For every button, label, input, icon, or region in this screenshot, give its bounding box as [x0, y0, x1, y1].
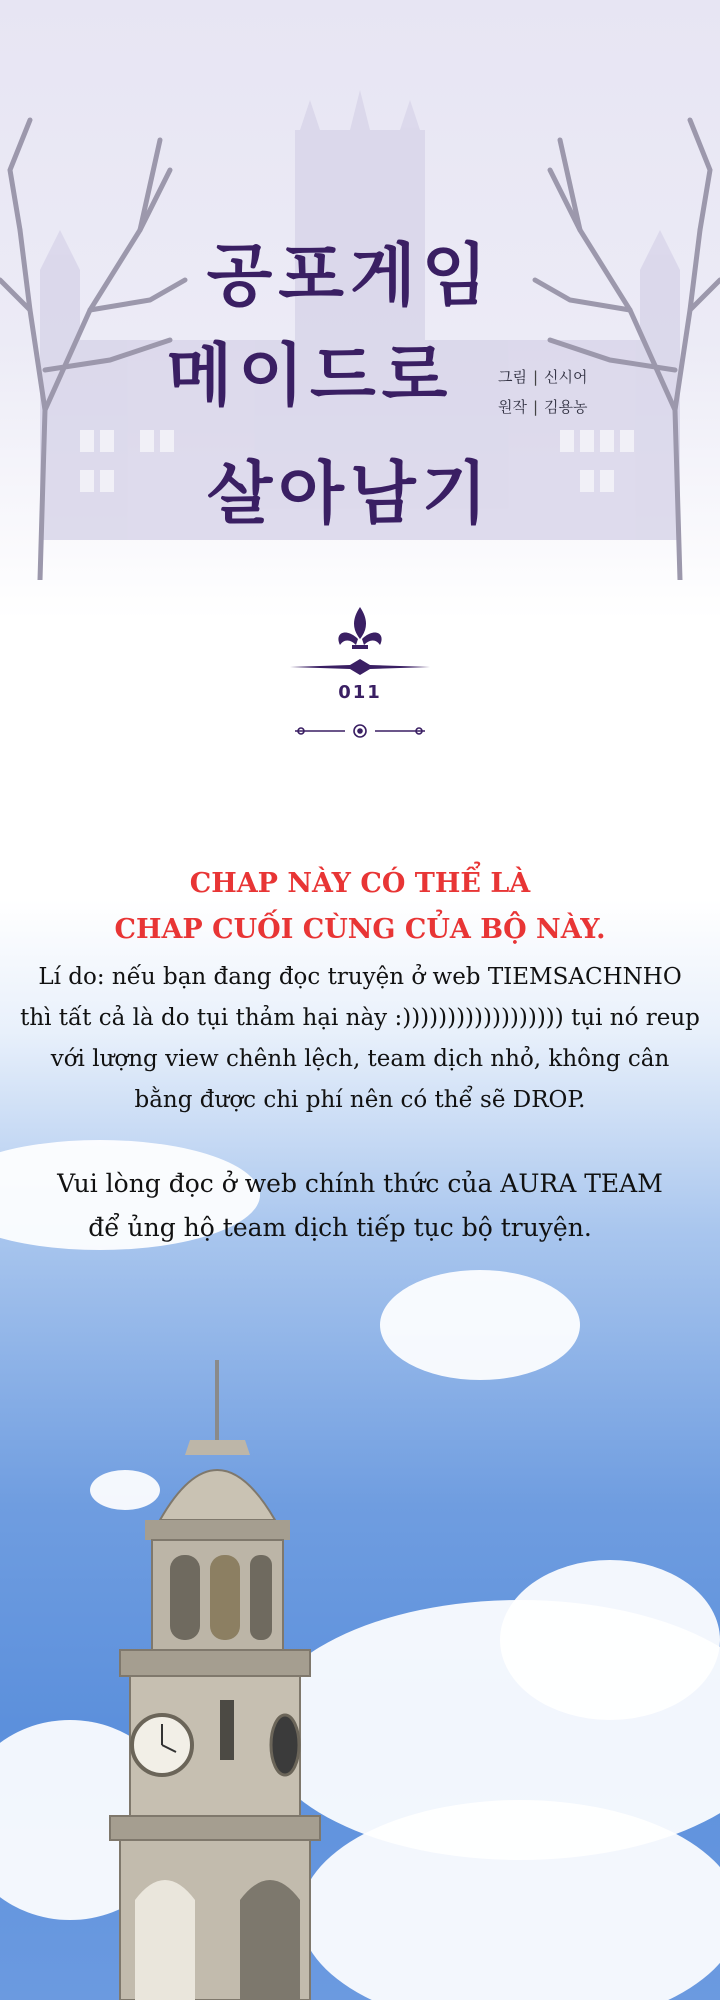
notice-body-line: Lí do: nếu bạn đang đọc truyện ở web TIEMSACHNHO	[38, 964, 682, 990]
credit-separator: |	[532, 368, 539, 386]
title-line-2: 메이드로	[166, 336, 454, 416]
clock-tower	[90, 1360, 330, 2000]
notice-body-line: thì tất cả là do tụi thảm hại này :)))))))))))))))))) tụi nó reup	[20, 1005, 700, 1031]
credit-art-label: 그림	[498, 368, 527, 386]
credit-separator: |	[532, 398, 539, 416]
notice-body	[20, 957, 700, 1121]
credit-art-name: 신시어	[544, 368, 588, 386]
cloud	[500, 1560, 720, 1720]
fleur-de-lis-icon	[290, 605, 430, 675]
chapter-number: 011	[338, 682, 382, 703]
notice-headline-2: CHAP CUỐI CÙNG CỦA BỘ NÀY.	[114, 914, 606, 945]
title-line-1: 공포게임	[206, 236, 494, 316]
credit-art	[498, 362, 588, 392]
notice-headline-1: CHAP NÀY CÓ THỂ LÀ	[189, 868, 531, 899]
notice-call	[20, 1162, 700, 1250]
notice-call-line: Vui lòng đọc ở web chính thức của AURA TEAM	[57, 1169, 663, 1198]
notice-call-line: để ủng hộ team dịch tiếp tục bộ truyện.	[88, 1213, 592, 1242]
credit-story-name: 김용농	[544, 398, 588, 416]
notice-body-line: bằng được chi phí nên có thể sẽ DROP.	[134, 1087, 586, 1113]
credits	[498, 362, 588, 422]
credit-story	[498, 392, 588, 422]
notice-body-line: với lượng view chênh lệch, team dịch nhỏ, không cân	[50, 1046, 670, 1072]
cloud	[380, 1270, 580, 1380]
title-line-3: 살아남기	[206, 454, 494, 534]
credit-story-label: 원작	[498, 398, 527, 416]
ornamental-divider-icon	[295, 720, 425, 742]
